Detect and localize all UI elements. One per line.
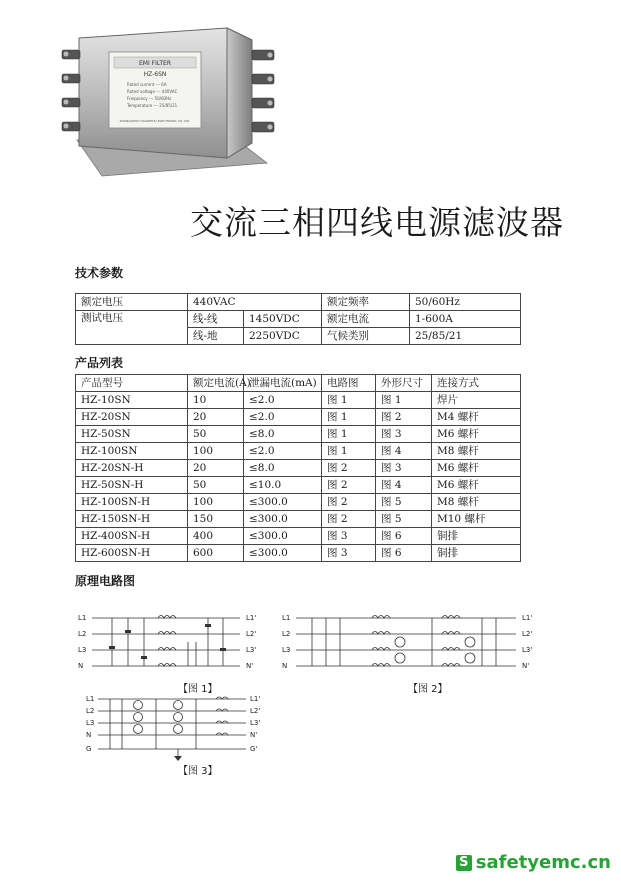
table-cell: ≤300.0 xyxy=(244,528,322,545)
table-cell: 图 1 xyxy=(322,392,376,409)
terminal-label: L1 xyxy=(282,614,291,622)
table-cell: ≤2.0 xyxy=(244,443,322,460)
terminal-label: L1' xyxy=(522,614,533,622)
terminal-label: L2' xyxy=(522,630,533,638)
table-cell: 20 xyxy=(188,409,244,426)
product-photo xyxy=(57,8,287,188)
table-cell: M6 螺杆 xyxy=(432,426,521,443)
table-cell: 图 1 xyxy=(322,409,376,426)
table-cell: ≤300.0 xyxy=(244,511,322,528)
terminal-label: L2' xyxy=(250,707,261,715)
table-cell: 额定电流 xyxy=(322,311,410,328)
plate-title: EMI FILTER xyxy=(138,60,172,67)
circuit-diagram-1 xyxy=(78,608,268,672)
column-header: 产品型号 xyxy=(76,375,188,392)
table-cell: 图 2 xyxy=(322,511,376,528)
table-cell: 25/85/21 xyxy=(410,328,521,345)
terminal-label: G' xyxy=(250,745,258,753)
column-header: 泄漏电流(mA) xyxy=(244,375,322,392)
table-cell: HZ-400SN-H xyxy=(76,528,188,545)
table-cell: 图 5 xyxy=(376,511,432,528)
column-header: 连接方式 xyxy=(432,375,521,392)
terminal-label: L3' xyxy=(250,719,261,727)
table-cell: HZ-150SN-H xyxy=(76,511,188,528)
table-cell: 50/60Hz xyxy=(410,294,521,311)
plate-model: HZ-6SN xyxy=(143,71,167,78)
table-cell: 图 3 xyxy=(376,460,432,477)
table-cell: M10 螺杆 xyxy=(432,511,521,528)
table-cell: 图 1 xyxy=(322,443,376,460)
table-cell: 线-地 xyxy=(188,328,244,345)
terminal-label: L1 xyxy=(78,614,87,622)
table-cell: 图 1 xyxy=(322,426,376,443)
table-cell: 2250VDC xyxy=(244,328,322,345)
site-name: safetyemc.cn xyxy=(475,852,611,873)
table-cell: ≤10.0 xyxy=(244,477,322,494)
terminal-label: L1' xyxy=(246,614,257,622)
product-table xyxy=(75,374,521,562)
table-cell: 图 2 xyxy=(322,494,376,511)
terminal-label: L3 xyxy=(78,646,87,654)
table-cell: ≤2.0 xyxy=(244,392,322,409)
table-cell: 气候类别 xyxy=(322,328,410,345)
table-row xyxy=(76,294,521,311)
circuit-diagram-2 xyxy=(282,608,544,672)
table-cell: 20 xyxy=(188,460,244,477)
logo-mark-icon: S xyxy=(456,855,472,871)
table-cell: 额定频率 xyxy=(322,294,410,311)
table-cell: ≤300.0 xyxy=(244,545,322,562)
terminal-label: N' xyxy=(246,662,254,670)
table-row xyxy=(76,528,521,545)
table-cell: ≤300.0 xyxy=(244,494,322,511)
column-header: 外形尺寸 xyxy=(376,375,432,392)
table-cell: 图 2 xyxy=(376,409,432,426)
terminal-label: L2 xyxy=(282,630,291,638)
table-cell: 图 2 xyxy=(322,477,376,494)
table-cell: 铜排 xyxy=(432,545,521,562)
table-row xyxy=(76,426,521,443)
circuits-heading: 原理电路图 xyxy=(75,574,136,588)
table-cell: HZ-100SN xyxy=(76,443,188,460)
table-cell: 额定电压 xyxy=(76,294,188,311)
terminal-label: L3' xyxy=(246,646,257,654)
diagram-2-caption: 【图 2】 xyxy=(408,684,448,695)
table-cell: 测试电压 xyxy=(76,311,188,345)
table-cell: 1-600A xyxy=(410,311,521,328)
terminal-label: L3 xyxy=(282,646,291,654)
column-header: 电路图 xyxy=(322,375,376,392)
table-cell: 100 xyxy=(188,443,244,460)
table-cell: 50 xyxy=(188,477,244,494)
table-cell: 图 4 xyxy=(376,477,432,494)
tech-spec-table xyxy=(75,293,521,345)
table-cell: ≤8.0 xyxy=(244,460,322,477)
table-cell: 10 xyxy=(188,392,244,409)
products-heading: 产品列表 xyxy=(75,356,124,370)
table-row xyxy=(76,392,521,409)
terminal-label: L2' xyxy=(246,630,257,638)
table-row xyxy=(76,443,521,460)
document-title: 交流三相四线电源滤波器 xyxy=(190,203,564,242)
circuit-diagram-3 xyxy=(86,692,268,762)
table-row xyxy=(76,545,521,562)
table-cell: HZ-600SN-H xyxy=(76,545,188,562)
diagram-3-caption: 【图 3】 xyxy=(178,766,218,777)
table-cell: 图 3 xyxy=(376,426,432,443)
table-cell: 1450VDC xyxy=(244,311,322,328)
table-cell: HZ-20SN-H xyxy=(76,460,188,477)
table-header-row xyxy=(76,375,521,392)
table-cell: 图 1 xyxy=(376,392,432,409)
diagram-1-caption: 【图 1】 xyxy=(178,684,218,695)
table-cell: ≤8.0 xyxy=(244,426,322,443)
terminal-label: N' xyxy=(522,662,530,670)
table-row xyxy=(76,460,521,477)
table-cell: M8 螺杆 xyxy=(432,494,521,511)
terminal-label: L2 xyxy=(86,707,95,715)
plate-line: Frequency --- 50/60Hz xyxy=(127,96,172,101)
plate-line: Rated voltage --- 440VAC xyxy=(127,89,178,94)
site-logo[interactable] xyxy=(456,852,611,873)
table-cell: HZ-50SN-H xyxy=(76,477,188,494)
table-cell: 焊片 xyxy=(432,392,521,409)
table-cell: 铜排 xyxy=(432,528,521,545)
table-cell: HZ-100SN-H xyxy=(76,494,188,511)
table-cell: 图 3 xyxy=(322,528,376,545)
column-header: 额定电流(A) xyxy=(188,375,244,392)
table-cell: M8 螺杆 xyxy=(432,443,521,460)
terminal-label: N xyxy=(282,662,288,670)
terminal-label: L1 xyxy=(86,695,95,703)
table-cell: 图 6 xyxy=(376,545,432,562)
table-cell: HZ-50SN xyxy=(76,426,188,443)
table-cell: HZ-20SN xyxy=(76,409,188,426)
terminal-label: L3 xyxy=(86,719,95,727)
table-cell: 图 2 xyxy=(322,460,376,477)
terminal-label: L2 xyxy=(78,630,87,638)
tech-heading: 技术参数 xyxy=(75,266,124,280)
table-cell: 图 3 xyxy=(322,545,376,562)
ground-icon xyxy=(174,756,182,761)
table-row xyxy=(76,477,521,494)
table-cell: 600 xyxy=(188,545,244,562)
table-cell: 图 6 xyxy=(376,528,432,545)
table-row xyxy=(76,311,521,328)
table-cell: HZ-10SN xyxy=(76,392,188,409)
table-cell: 图 5 xyxy=(376,494,432,511)
table-cell: ≤2.0 xyxy=(244,409,322,426)
terminal-label: N' xyxy=(250,731,258,739)
table-cell: 100 xyxy=(188,494,244,511)
table-cell: 400 xyxy=(188,528,244,545)
plate-line: Temperature --- 25/85/21 xyxy=(127,103,178,108)
terminal-label: G xyxy=(86,745,92,753)
terminal-label: L1' xyxy=(250,695,261,703)
table-cell: 440VAC xyxy=(188,294,322,311)
table-cell: 线-线 xyxy=(188,311,244,328)
table-row xyxy=(76,511,521,528)
table-row xyxy=(76,494,521,511)
table-cell: 50 xyxy=(188,426,244,443)
terminal-label: N xyxy=(86,731,92,739)
terminal-label: N xyxy=(78,662,84,670)
plate-line: Rated current --- 6A xyxy=(127,82,167,87)
table-cell: M6 螺杆 xyxy=(432,460,521,477)
terminal-label: L3' xyxy=(522,646,533,654)
table-cell: M6 螺杆 xyxy=(432,477,521,494)
table-cell: M4 螺杆 xyxy=(432,409,521,426)
table-row xyxy=(76,409,521,426)
plate-footer: ZHANGZHOU HAOZHIDU ELECTRONIC CO.,LTD. xyxy=(119,119,191,123)
table-cell: 图 4 xyxy=(376,443,432,460)
table-cell: 150 xyxy=(188,511,244,528)
